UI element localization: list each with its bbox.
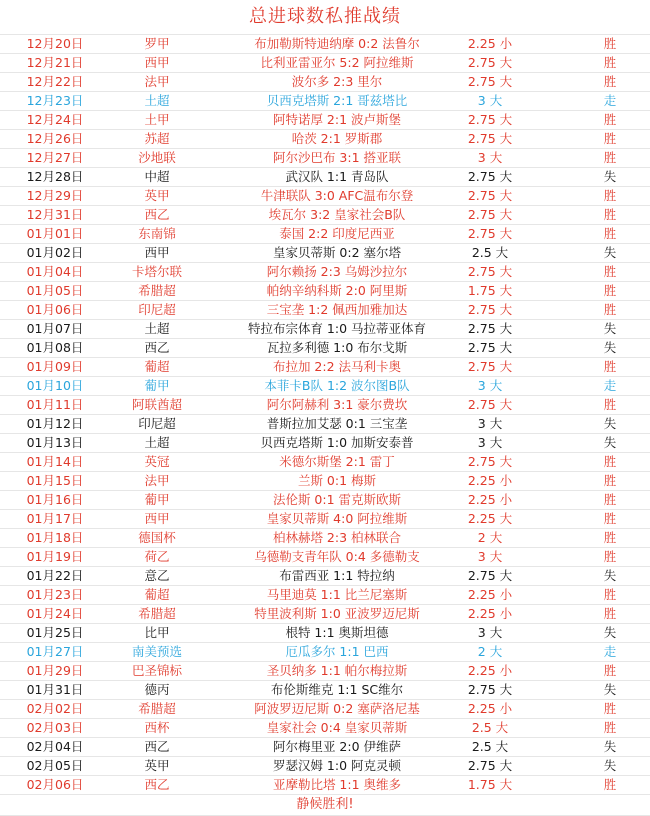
goal-line: 2.75 大 (467, 188, 513, 203)
goal-line: 2.25 小 (467, 473, 513, 488)
goal-line: 2.75 大 (467, 302, 513, 317)
match-score: 贝西克塔斯 2:1 哥兹塔比 (266, 93, 408, 108)
result-mark: 胜 (603, 530, 617, 545)
league-name: 印尼超 (138, 302, 176, 317)
result-mark: 失 (603, 416, 617, 431)
goal-line: 2 大 (477, 530, 503, 545)
league-name: 土超 (144, 435, 170, 450)
league-name: 卡塔尔联 (131, 264, 182, 279)
goal-line: 2.75 大 (467, 758, 513, 773)
goal-line: 2.75 大 (467, 55, 513, 70)
league-name: 比甲 (144, 625, 170, 640)
result-mark: 胜 (603, 511, 617, 526)
match-score: 皇家贝蒂斯 4:0 阿拉维斯 (266, 511, 408, 526)
match-date: 12月20日 (26, 36, 84, 51)
league-name: 葡超 (144, 587, 170, 602)
table-row (0, 567, 650, 586)
match-date: 01月04日 (26, 264, 84, 279)
result-mark: 胜 (603, 55, 617, 70)
table-row (0, 282, 650, 301)
result-mark: 失 (603, 739, 617, 754)
match-date: 01月17日 (26, 511, 84, 526)
match-date: 01月18日 (26, 530, 84, 545)
league-name: 西甲 (144, 511, 170, 526)
match-score: 阿尔赖扬 2:3 乌姆沙拉尔 (266, 264, 408, 279)
result-mark: 胜 (603, 188, 617, 203)
league-name: 东南锦 (138, 226, 176, 241)
match-date: 01月01日 (26, 226, 84, 241)
league-name: 南美预选 (131, 644, 182, 659)
match-date: 02月04日 (26, 739, 84, 754)
league-name: 英甲 (144, 188, 170, 203)
league-name: 法甲 (144, 473, 170, 488)
result-mark: 胜 (603, 454, 617, 469)
league-name: 西甲 (144, 245, 170, 260)
match-score: 圣贝纳多 1:1 帕尔梅拉斯 (266, 663, 408, 678)
table-row (0, 358, 650, 377)
table-row (0, 776, 650, 795)
match-score: 布伦斯维克 1:1 SC维尔 (270, 682, 404, 697)
result-mark: 胜 (603, 36, 617, 51)
match-score: 泰国 2:2 印度尼西亚 (279, 226, 395, 241)
match-date: 12月21日 (26, 55, 84, 70)
table-row (0, 54, 650, 73)
table-row (0, 35, 650, 54)
sheet-title: 总进球数私推战绩 (0, 0, 650, 35)
league-name: 荷乙 (144, 549, 170, 564)
table-row (0, 377, 650, 396)
goal-line: 2.75 大 (467, 454, 513, 469)
match-date: 01月05日 (26, 283, 84, 298)
match-date: 01月27日 (26, 644, 84, 659)
match-date: 01月19日 (26, 549, 84, 564)
sheet-footer: 静候胜利! (0, 795, 650, 816)
match-score: 马里迪莫 1:1 比兰尼塞斯 (266, 587, 408, 602)
results-table (0, 35, 650, 795)
match-score: 武汉队 1:1 青岛队 (285, 169, 389, 184)
goal-line: 1.75 大 (467, 777, 513, 792)
goal-line: 2.25 小 (467, 492, 513, 507)
result-mark: 胜 (603, 549, 617, 564)
match-date: 12月22日 (26, 74, 84, 89)
match-date: 01月07日 (26, 321, 84, 336)
table-row (0, 434, 650, 453)
table-row (0, 719, 650, 738)
match-score: 罗瑟汉姆 1:0 阿克灵顿 (272, 758, 402, 773)
match-date: 01月15日 (26, 473, 84, 488)
match-score: 阿尔梅里亚 2:0 伊维萨 (272, 739, 402, 754)
match-score: 柏林赫塔 2:3 柏林联合 (272, 530, 402, 545)
match-date: 01月10日 (26, 378, 84, 393)
table-row (0, 225, 650, 244)
match-score: 本菲卡B队 1:2 波尔图B队 (264, 378, 410, 393)
match-date: 01月22日 (26, 568, 84, 583)
table-row (0, 244, 650, 263)
match-date: 01月11日 (26, 397, 84, 412)
league-name: 英甲 (144, 758, 170, 773)
match-date: 01月08日 (26, 340, 84, 355)
table-row (0, 187, 650, 206)
table-row (0, 605, 650, 624)
goal-line: 2.75 大 (467, 359, 513, 374)
result-mark: 失 (603, 340, 617, 355)
league-name: 希腊超 (138, 606, 176, 621)
result-mark: 失 (603, 568, 617, 583)
table-row (0, 491, 650, 510)
result-mark: 胜 (603, 112, 617, 127)
table-row (0, 396, 650, 415)
table-row (0, 339, 650, 358)
goal-line: 3 大 (477, 435, 503, 450)
result-mark: 胜 (603, 720, 617, 735)
league-name: 葡甲 (144, 492, 170, 507)
goal-line: 2.75 大 (467, 207, 513, 222)
table-row (0, 662, 650, 681)
goal-line: 2.5 大 (471, 720, 509, 735)
match-score: 亚摩勒比塔 1:1 奥维多 (272, 777, 402, 792)
match-score: 法伦斯 0:1 雷克斯欧斯 (272, 492, 402, 507)
table-row (0, 472, 650, 491)
league-name: 西乙 (144, 207, 170, 222)
goal-line: 3 大 (477, 378, 503, 393)
match-score: 三宝垄 1:2 佩西加雅加达 (266, 302, 408, 317)
match-date: 02月03日 (26, 720, 84, 735)
match-date: 02月06日 (26, 777, 84, 792)
match-date: 01月25日 (26, 625, 84, 640)
result-mark: 失 (603, 245, 617, 260)
league-name: 西乙 (144, 340, 170, 355)
match-date: 01月23日 (26, 587, 84, 602)
result-mark: 胜 (603, 302, 617, 317)
league-name: 希腊超 (138, 701, 176, 716)
table-row (0, 73, 650, 92)
table-row (0, 206, 650, 225)
result-mark: 胜 (603, 492, 617, 507)
goal-line: 2.25 大 (467, 511, 513, 526)
table-row (0, 415, 650, 434)
league-name: 沙地联 (138, 150, 176, 165)
goal-line: 2.25 小 (467, 663, 513, 678)
table-row (0, 529, 650, 548)
match-score: 哈茨 2:1 罗斯郡 (291, 131, 383, 146)
goal-line: 2.25 小 (467, 587, 513, 602)
match-date: 02月02日 (26, 701, 84, 716)
league-name: 西乙 (144, 777, 170, 792)
match-score: 阿波罗迈尼斯 0:2 塞萨洛尼基 (254, 701, 420, 716)
match-score: 阿特诺厚 2:1 波卢斯堡 (272, 112, 402, 127)
league-name: 德国杯 (138, 530, 176, 545)
league-name: 希腊超 (138, 283, 176, 298)
goal-line: 2 大 (477, 644, 503, 659)
match-date: 02月05日 (26, 758, 84, 773)
table-row (0, 168, 650, 187)
result-mark: 胜 (603, 606, 617, 621)
table-row (0, 301, 650, 320)
match-date: 12月24日 (26, 112, 84, 127)
table-row (0, 320, 650, 339)
result-mark: 胜 (603, 397, 617, 412)
match-date: 01月02日 (26, 245, 84, 260)
match-score: 牛津联队 3:0 AFC温布尔登 (260, 188, 414, 203)
goal-line: 2.75 大 (467, 264, 513, 279)
goal-line: 2.75 大 (467, 321, 513, 336)
match-score: 普斯拉加艾瑟 0:1 三宝垄 (266, 416, 408, 431)
match-score: 皇家社会 0:4 皇家贝蒂斯 (266, 720, 408, 735)
match-date: 01月12日 (26, 416, 84, 431)
league-name: 土甲 (144, 112, 170, 127)
result-mark: 胜 (603, 663, 617, 678)
result-mark: 失 (603, 758, 617, 773)
match-score: 瓦拉多利德 1:0 布尔戈斯 (266, 340, 408, 355)
match-score: 波尔多 2:3 里尔 (291, 74, 383, 89)
result-mark: 胜 (603, 359, 617, 374)
table-row (0, 111, 650, 130)
result-mark: 走 (603, 644, 617, 659)
league-name: 巴圣锦标 (131, 663, 182, 678)
match-date: 12月29日 (26, 188, 84, 203)
result-mark: 胜 (603, 777, 617, 792)
result-mark: 失 (603, 435, 617, 450)
league-name: 西乙 (144, 739, 170, 754)
table-row (0, 130, 650, 149)
goal-line: 2.25 小 (467, 701, 513, 716)
match-score: 埃瓦尔 3:2 皇家社会B队 (268, 207, 406, 222)
match-date: 01月14日 (26, 454, 84, 469)
match-date: 12月27日 (26, 150, 84, 165)
result-mark: 失 (603, 169, 617, 184)
table-row (0, 700, 650, 719)
table-row (0, 149, 650, 168)
match-score: 米德尔斯堡 2:1 雷丁 (279, 454, 395, 469)
league-name: 葡超 (144, 359, 170, 374)
match-score: 阿尔阿赫利 3:1 豪尔费坎 (266, 397, 408, 412)
table-row (0, 681, 650, 700)
match-date: 01月13日 (26, 435, 84, 450)
match-score: 布拉加 2:2 法马利卡奥 (272, 359, 402, 374)
result-mark: 胜 (603, 283, 617, 298)
match-date: 01月24日 (26, 606, 84, 621)
goal-line: 2.75 大 (467, 131, 513, 146)
match-score: 特里波利斯 1:0 亚波罗迈尼斯 (254, 606, 420, 621)
match-score: 贝西克塔斯 1:0 加斯安泰普 (260, 435, 414, 450)
match-date: 12月31日 (26, 207, 84, 222)
league-name: 苏超 (144, 131, 170, 146)
table-row (0, 624, 650, 643)
result-mark: 走 (603, 378, 617, 393)
result-mark: 失 (603, 682, 617, 697)
goal-line: 2.5 大 (471, 739, 509, 754)
table-row (0, 757, 650, 776)
match-score: 帕纳辛纳科斯 2:0 阿里斯 (266, 283, 408, 298)
result-mark: 走 (603, 93, 617, 108)
league-name: 印尼超 (138, 416, 176, 431)
table-row (0, 453, 650, 472)
goal-line: 2.5 大 (471, 245, 509, 260)
match-date: 12月26日 (26, 131, 84, 146)
match-score: 阿尔沙巴布 3:1 搭亚联 (272, 150, 402, 165)
result-mark: 胜 (603, 207, 617, 222)
league-name: 意乙 (144, 568, 170, 583)
match-score: 比利亚雷亚尔 5:2 阿拉维斯 (260, 55, 414, 70)
table-row (0, 738, 650, 757)
table-row (0, 92, 650, 111)
goal-line: 1.75 大 (467, 283, 513, 298)
league-name: 罗甲 (144, 36, 170, 51)
table-row (0, 263, 650, 282)
league-name: 德丙 (144, 682, 170, 697)
match-score: 特拉布宗体育 1:0 马拉蒂亚体育 (247, 321, 427, 336)
league-name: 西甲 (144, 55, 170, 70)
league-name: 阿联酋超 (131, 397, 182, 412)
goal-line: 2.75 大 (467, 397, 513, 412)
league-name: 西杯 (144, 720, 170, 735)
goal-line: 3 大 (477, 416, 503, 431)
goal-line: 2.75 大 (467, 226, 513, 241)
match-date: 01月09日 (26, 359, 84, 374)
goal-line: 3 大 (477, 150, 503, 165)
match-score: 皇家贝蒂斯 0:2 塞尔塔 (272, 245, 402, 260)
result-mark: 胜 (603, 587, 617, 602)
goal-line: 2.25 小 (467, 36, 513, 51)
goal-line: 2.75 大 (467, 169, 513, 184)
table-row (0, 643, 650, 662)
match-score: 厄瓜多尔 1:1 巴西 (285, 644, 389, 659)
result-mark: 胜 (603, 264, 617, 279)
match-date: 01月06日 (26, 302, 84, 317)
table-row (0, 510, 650, 529)
match-score: 乌德勒支青年队 0:4 多德勒支 (254, 549, 420, 564)
table-row (0, 586, 650, 605)
match-score: 根特 1:1 奥斯坦德 (285, 625, 389, 640)
league-name: 法甲 (144, 74, 170, 89)
goal-line: 3 大 (477, 625, 503, 640)
result-mark: 失 (603, 321, 617, 336)
league-name: 土超 (144, 93, 170, 108)
result-mark: 失 (603, 625, 617, 640)
league-name: 英冠 (144, 454, 170, 469)
goal-line: 2.75 大 (467, 682, 513, 697)
league-name: 土超 (144, 321, 170, 336)
goal-line: 2.75 大 (467, 74, 513, 89)
match-date: 01月16日 (26, 492, 84, 507)
table-row (0, 548, 650, 567)
goal-line: 2.25 小 (467, 606, 513, 621)
league-name: 中超 (144, 169, 170, 184)
goal-line: 2.75 大 (467, 568, 513, 583)
goal-line: 3 大 (477, 549, 503, 564)
league-name: 葡甲 (144, 378, 170, 393)
result-mark: 胜 (603, 701, 617, 716)
match-date: 01月31日 (26, 682, 84, 697)
match-date: 12月28日 (26, 169, 84, 184)
goal-line: 2.75 大 (467, 340, 513, 355)
result-mark: 胜 (603, 473, 617, 488)
goal-line: 2.75 大 (467, 112, 513, 127)
match-score: 布雷西亚 1:1 特拉纳 (279, 568, 395, 583)
match-score: 兰斯 0:1 梅斯 (297, 473, 377, 488)
match-score: 布加勒斯特迪纳摩 0:2 法鲁尔 (254, 36, 420, 51)
result-mark: 胜 (603, 131, 617, 146)
match-date: 01月29日 (26, 663, 84, 678)
result-mark: 胜 (603, 74, 617, 89)
result-mark: 胜 (603, 226, 617, 241)
match-date: 12月23日 (26, 93, 84, 108)
goal-line: 3 大 (477, 93, 503, 108)
result-mark: 胜 (603, 150, 617, 165)
